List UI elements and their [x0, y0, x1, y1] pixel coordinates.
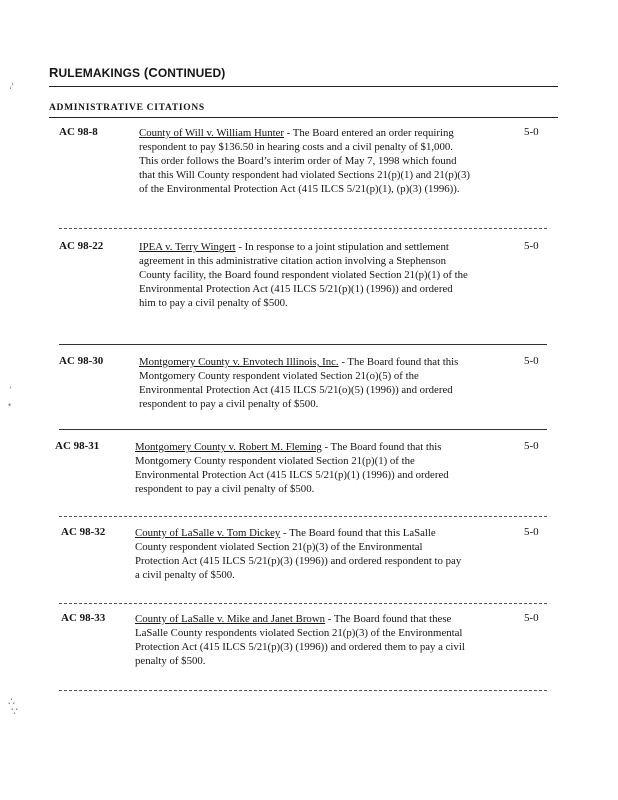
entry-text: - The Board found that this LaSalle County respondent violated Section 21(p)(3) of the Environmental Protection Act (415 ILCS 5/21(p)(3) (1996)) and ordered respondent to pay a civil penalty of $500.: [135, 527, 462, 581]
entry-description: [139, 126, 471, 196]
entry-description: [135, 612, 467, 668]
docket-number: AC 98-32: [61, 526, 106, 538]
entry-description: [135, 440, 467, 496]
title-initial-c: (C: [140, 65, 158, 80]
vote-count: 5-0: [524, 440, 539, 452]
scan-speck: ‘: [9, 85, 12, 95]
case-name: County of Will v. William Hunter: [139, 127, 284, 139]
docket-number: AC 98-8: [59, 126, 98, 138]
vote-count: 5-0: [524, 240, 539, 252]
entry-text: - The Board found that these LaSalle County respondents violated Section 21(p)(3) of the Environmental Protection Act (415 ILCS 5/21(p)(3) (1996)) and ordered them to pay a civil penalty of $500.: [135, 613, 465, 667]
title-rule: [49, 86, 558, 87]
scan-speck: •: [8, 400, 12, 410]
docket-number: AC 98-22: [59, 240, 104, 252]
scan-speck: ∵: [11, 706, 18, 718]
vote-count: 5-0: [524, 612, 539, 624]
case-name: Montgomery County v. Envotech Illinois, Inc.: [139, 356, 339, 368]
page-title: [49, 65, 225, 80]
entry-text: - The Board entered an order requiring respondent to pay $136.50 in hearing costs and a civil penalty of $1,000. This order follows the Board’s interim order of May 7, 1998 which found that this Will County respondent had violated Sections 21(p)(1) and 21(p)(3) of the Environmental Protection Act (415 ILCS 5/21(p)(1), (p)(3) (1996)).: [139, 127, 471, 195]
entry-text: - The Board found that this Montgomery County respondent violated Section 21(p)(1) of the Environmental Protection Act (415 ILCS 5/21(p)(1) (1996)) and ordered respondent to pay a civil penalty of $500.: [135, 441, 449, 495]
title-initial-r: R: [49, 65, 59, 80]
case-name: Montgomery County v. Robert M. Fleming: [135, 441, 322, 453]
case-name: County of LaSalle v. Tom Dickey: [135, 527, 281, 539]
docket-number: AC 98-30: [59, 355, 104, 367]
entry-text: - In response to a joint stipulation and settlement agreement in this administrative citation action involving a Stephenson County facility, the Board found respondent violated Section 21(p)(1) of the Environmental Protection Act (415 ILCS 5/21(p)(1) (1996)) and ordered him to pay a civil penalty of $500.: [139, 241, 468, 309]
title-rest-rulemakings: ULEMAKINGS: [58, 66, 141, 80]
entry-separator: [59, 228, 547, 229]
entry-description: [135, 526, 467, 582]
case-name: County of LaSalle v. Mike and Janet Brown: [135, 613, 326, 625]
vote-count: 5-0: [524, 126, 539, 138]
entry-separator: [59, 516, 547, 517]
docket-number: AC 98-31: [55, 440, 100, 452]
scan-speck: ’: [9, 385, 12, 395]
entry-text: - The Board found that this Montgomery County respondent violated Section 21(o)(5) of the Environmental Protection Act (415 ILCS 5/21(o)(5) (1996)) and ordered respondent to pay a civil penalty of $500.: [139, 356, 459, 410]
entry-description: [139, 240, 471, 310]
section-rule: [49, 117, 558, 118]
vote-count: 5-0: [524, 526, 539, 538]
scan-speck: ∴: [8, 696, 15, 708]
scan-speck: ‚: [11, 76, 14, 86]
section-heading: ADMINISTRATIVE CITATIONS: [49, 103, 205, 113]
entry-separator: [59, 603, 547, 604]
title-rest-continued: ONTINUED): [157, 66, 226, 80]
entry-description: [139, 355, 471, 411]
entry-separator: [59, 344, 547, 345]
entry-separator: [59, 429, 547, 430]
vote-count: 5-0: [524, 355, 539, 367]
entry-separator: [59, 690, 547, 691]
docket-number: AC 98-33: [61, 612, 106, 624]
case-name: IPEA v. Terry Wingert: [139, 241, 236, 253]
